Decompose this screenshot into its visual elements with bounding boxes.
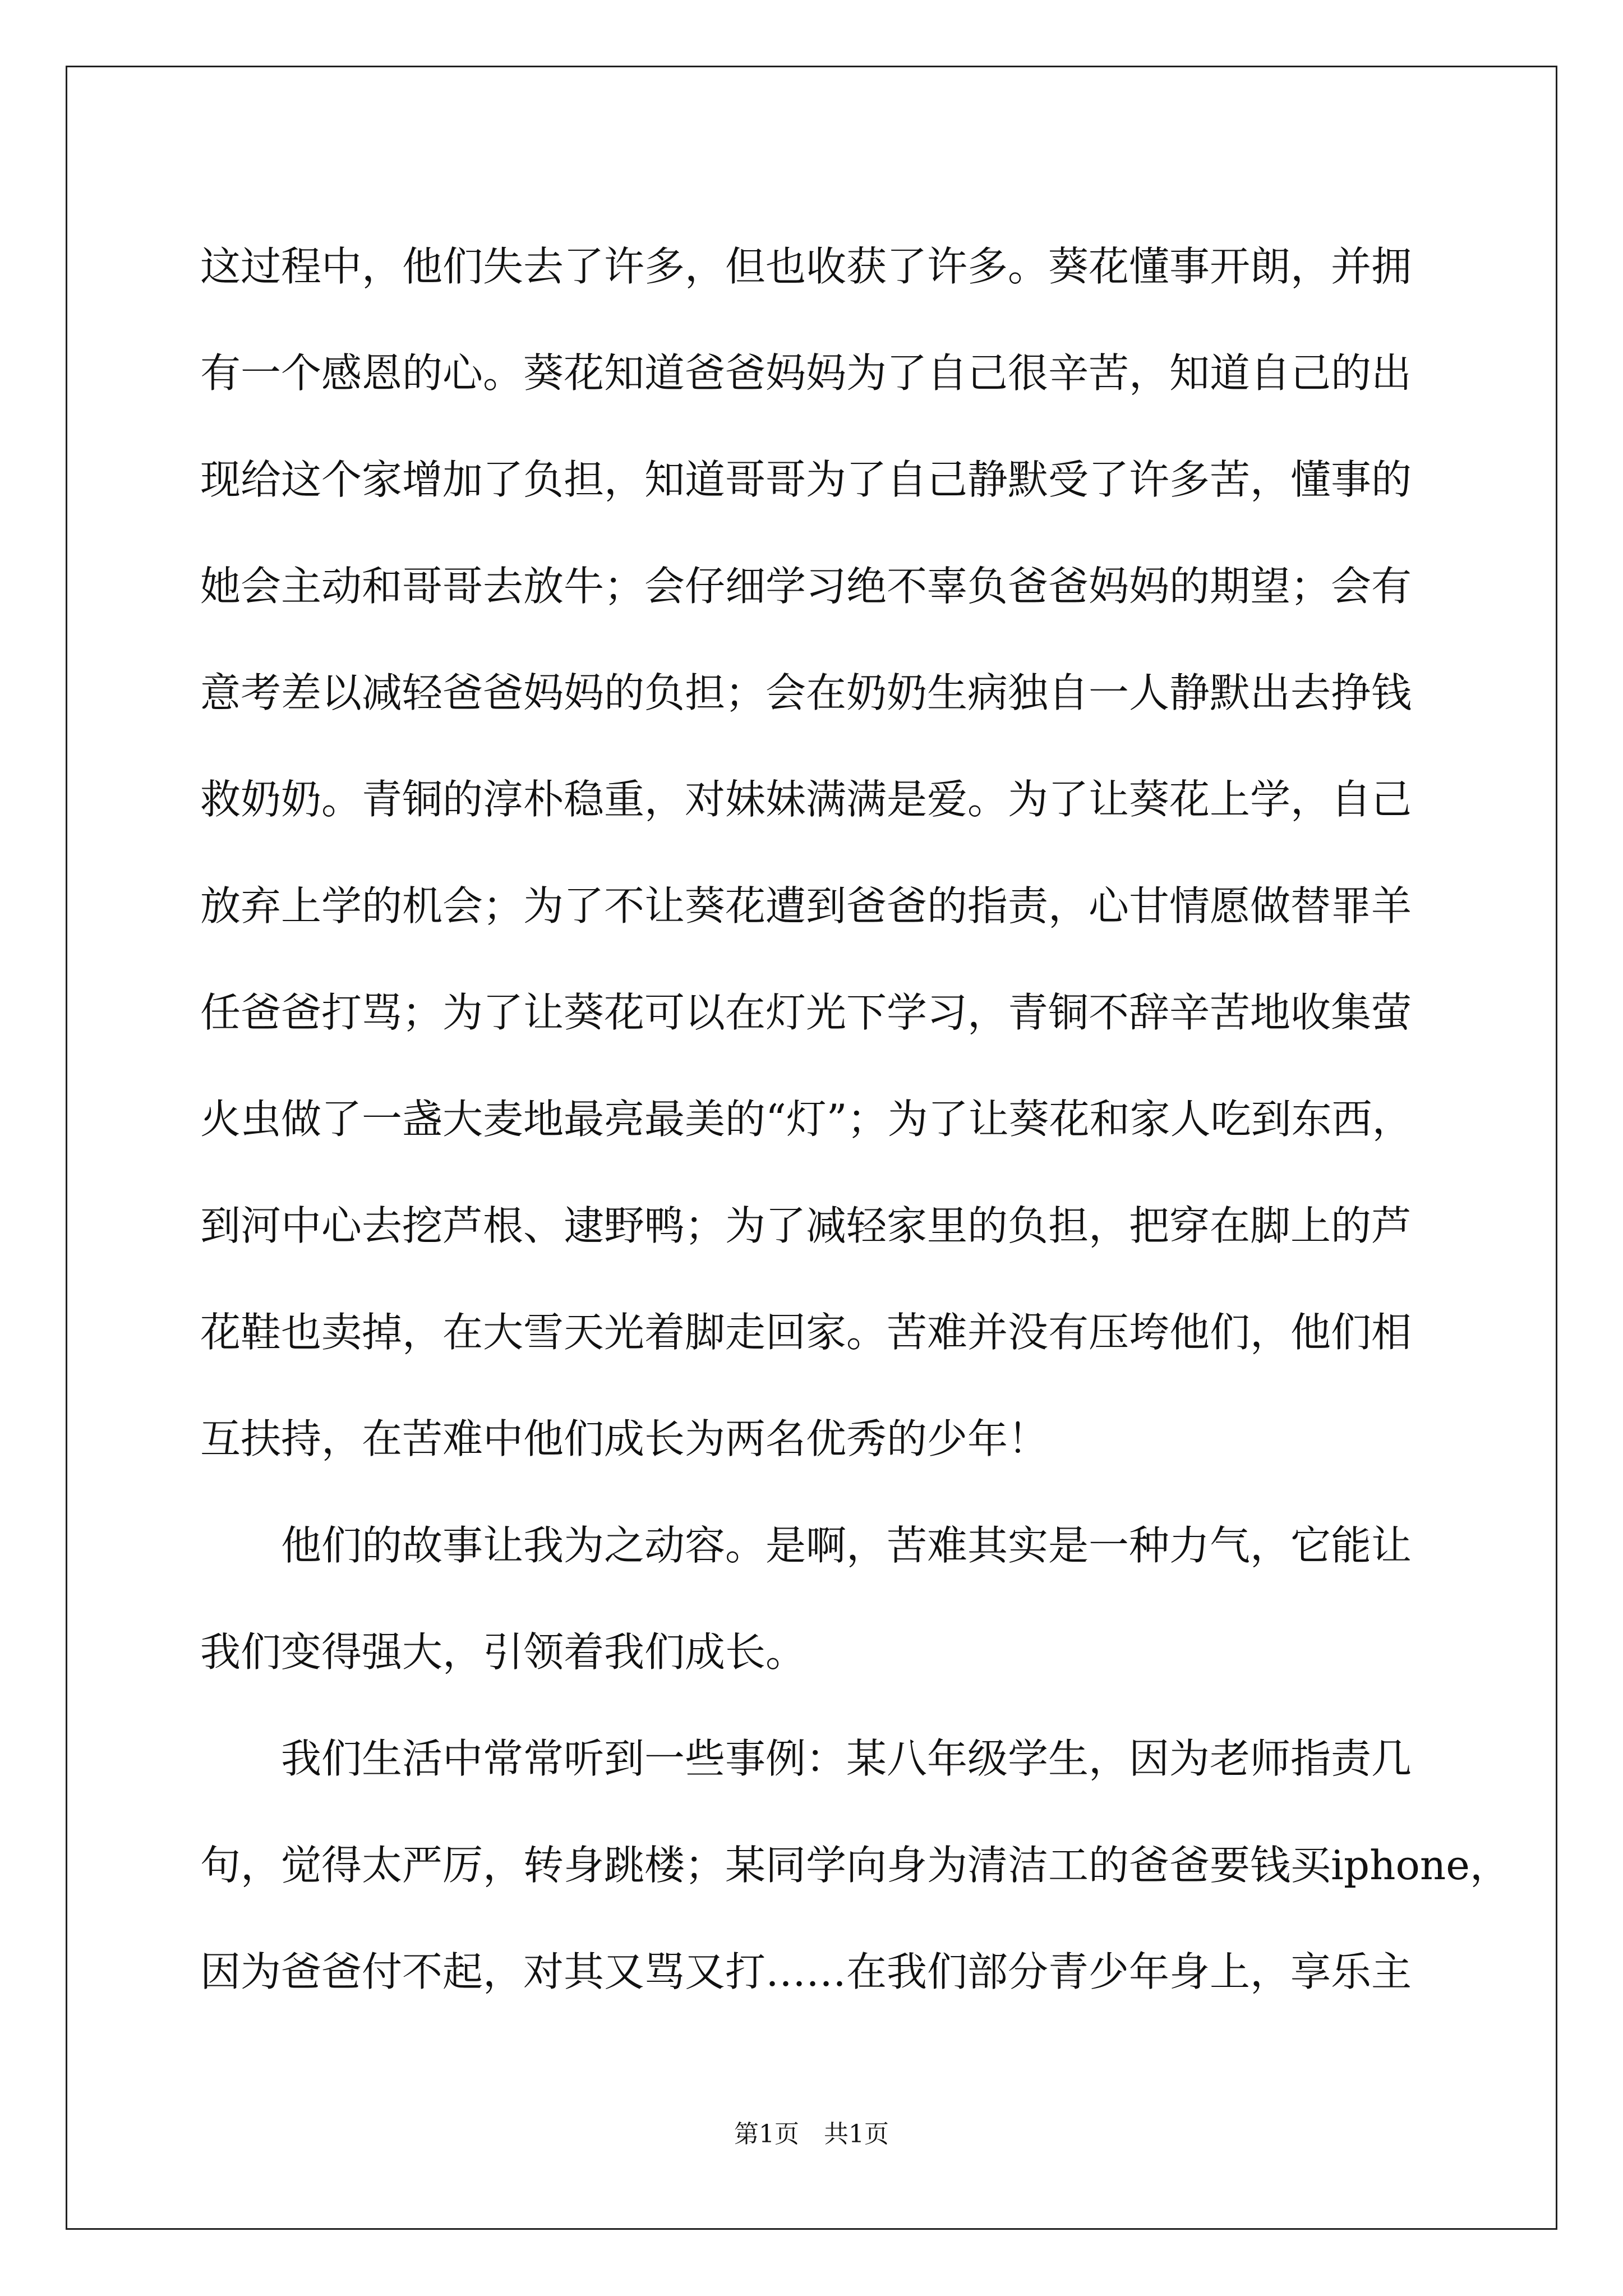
text-line: 句，觉得太严厉，转身跳楼；某同学向身为清洁工的爸爸要钱买iphone， xyxy=(200,1842,1510,1889)
text-line: 互扶持，在苦难中他们成长为两名优秀的少年！ xyxy=(200,1415,1049,1462)
text-line: 有一个感恩的心。葵花知道爸爸妈妈为了自己很辛苦，知道自己的出 xyxy=(200,349,1412,397)
text-line: 我们变得强大，引领着我们成长。 xyxy=(200,1628,806,1676)
text-line: 放弃上学的机会；为了不让葵花遭到爸爸的指责，心甘情愿做替罪羊 xyxy=(200,882,1412,930)
text-line: 到河中心去挖芦根、逮野鸭；为了减轻家里的负担，把穿在脚上的芦 xyxy=(200,1202,1412,1249)
text-line: 救奶奶。青铜的淳朴稳重，对妹妹满满是爱。为了让葵花上学，自己 xyxy=(200,776,1412,823)
text-line: 任爸爸打骂；为了让葵花可以在灯光下学习，青铜不辞辛苦地收集萤 xyxy=(200,989,1412,1036)
page-footer: 第1页 共1页 xyxy=(734,2120,889,2148)
text-line: 他们的故事让我为之动容。是啊，苦难其实是一种力气，它能让 xyxy=(281,1522,1412,1569)
text-line: 火虫做了一盏大麦地最亮最美的“灯”；为了让葵花和家人吃到东西， xyxy=(200,1096,1413,1143)
document-body xyxy=(200,213,1510,2025)
text-line: 这过程中，他们失去了许多，但也收获了许多。葵花懂事开朗，并拥 xyxy=(200,243,1412,290)
text-line: 意考差以减轻爸爸妈妈的负担；会在奶奶生病独自一人静默出去挣钱 xyxy=(200,669,1412,716)
text-line: 我们生活中常常听到一些事例：某八年级学生，因为老师指责几 xyxy=(281,1735,1412,1782)
text-line: 花鞋也卖掉，在大雪天光着脚走回家。苦难并没有压垮他们，他们相 xyxy=(200,1309,1412,1356)
text-line: 因为爸爸付不起，对其又骂又打……在我们部分青少年身上，享乐主 xyxy=(200,1948,1412,1995)
text-line: 现给这个家增加了负担，知道哥哥为了自己静默受了许多苦，懂事的 xyxy=(200,456,1412,503)
text-line: 她会主动和哥哥去放牛；会仔细学习绝不辜负爸爸妈妈的期望；会有 xyxy=(200,563,1412,610)
